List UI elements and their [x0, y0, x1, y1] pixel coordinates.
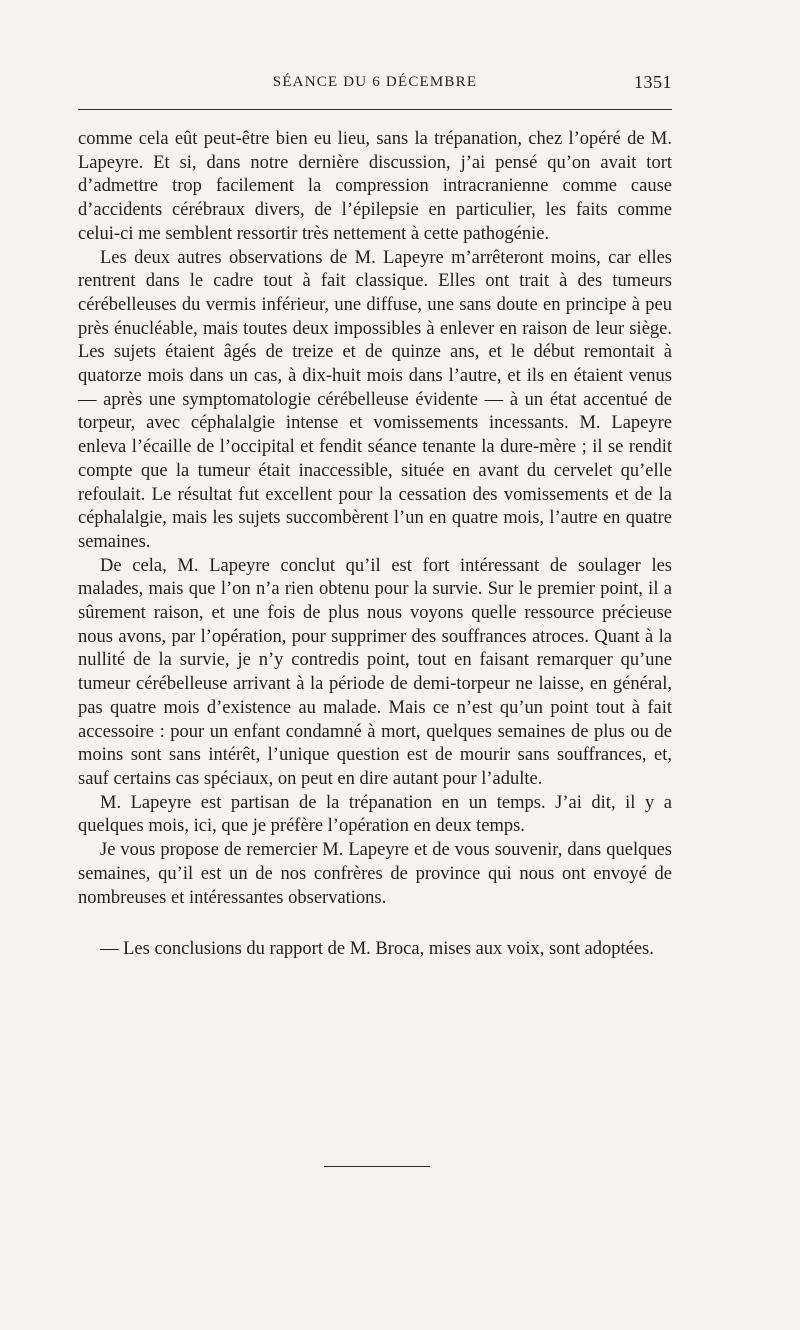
paragraph: Les deux autres observations de M. Lapeyre m’arrêteront moins, car elles rentrent dans le cadre tout à fait classique. Elles ont trait à des tumeurs cérébelleuses du vermis inférieur, une diffuse, une sans doute en principe à peu près énucléable, mais toutes deux impossibles à enlever en raison de leur siège. Les sujets étaient âgés de treize et de quinze ans, et le début remontait à quatorze mois dans un cas, à dix-huit mois dans l’autre, et ils en étaient venus — après une symptomatologie cérébelleuse évidente — à un état accentué de torpeur, avec céphalalgie intense et vomissements incessants. M. Lapeyre enleva l’écaille de l’occipital et fendit séance tenante la dure-mère ; il se rendit compte que la tumeur était inaccessible, située en avant du cervelet qu’elle refoulait. Le résultat fut excellent pour la cessation des vomissements et de la céphalalgie, mais les sujets succombèrent l’un en quatre mois, l’autre en quatre semaines. [78, 247, 672, 552]
running-title: SÉANCE DU 6 DÉCEMBRE [272, 74, 478, 90]
body-text [78, 128, 672, 962]
page-number: 1351 [634, 72, 672, 92]
closing-rule [324, 1166, 430, 1167]
paragraph: Je vous propose de remercier M. Lapeyre et de vous souvenir, dans quelques semaines, qu’il est un de nos confrères de province qui nous ont envoyé de nombreuses et intéressantes observations. [78, 840, 672, 908]
conclusion-paragraph: — Les conclusions du rapport de M. Broca, mises aux voix, sont adoptées. [100, 939, 654, 960]
page-header [78, 74, 672, 98]
paragraph: De cela, M. Lapeyre conclut qu’il est fort intéressant de soulager les malades, mais que l’on n’a rien obtenu pour la survie. Sur le premier point, il a sûrement raison, et une fois de plus nous voyons quelle ressource précieuse nous avons, par l’opération, pour supprimer des souffrances atroces. Quant à la nullité de la survie, je n’y contredis point, tout en faisant remarquer qu’une tumeur cérébelleuse arrivant à la période de demi-torpeur ne laisse, en général, pas quatre mois d’existence au malade. Mais ce n’est qu’un point tout à fait accessoire : pour un enfant condamné à mort, quelques semaines de plus ou de moins sont sans intérêt, l’unique question est de mourir sans souffrances, et, sauf certains cas spéciaux, on peut en dire autant pour l’adulte. [78, 555, 672, 789]
paragraph: M. Lapeyre est partisan de la trépanation en un temps. J’ai dit, il y a quelques mois, ici, que je préfère l’opération en deux temps. [78, 792, 672, 837]
paragraph: comme cela eût peut-être bien eu lieu, sans la trépanation, chez l’opéré de M. Lapeyre. Et si, dans notre dernière discussion, j’ai pensé qu’on avait tort d’admettre trop facilement la compression intracranienne comme cause d’accidents cérébraux divers, de l’épilepsie en particulier, les faits comme celui-ci me semblent ressortir très nettement à cette pathogénie. [78, 129, 672, 244]
header-rule [78, 109, 672, 110]
